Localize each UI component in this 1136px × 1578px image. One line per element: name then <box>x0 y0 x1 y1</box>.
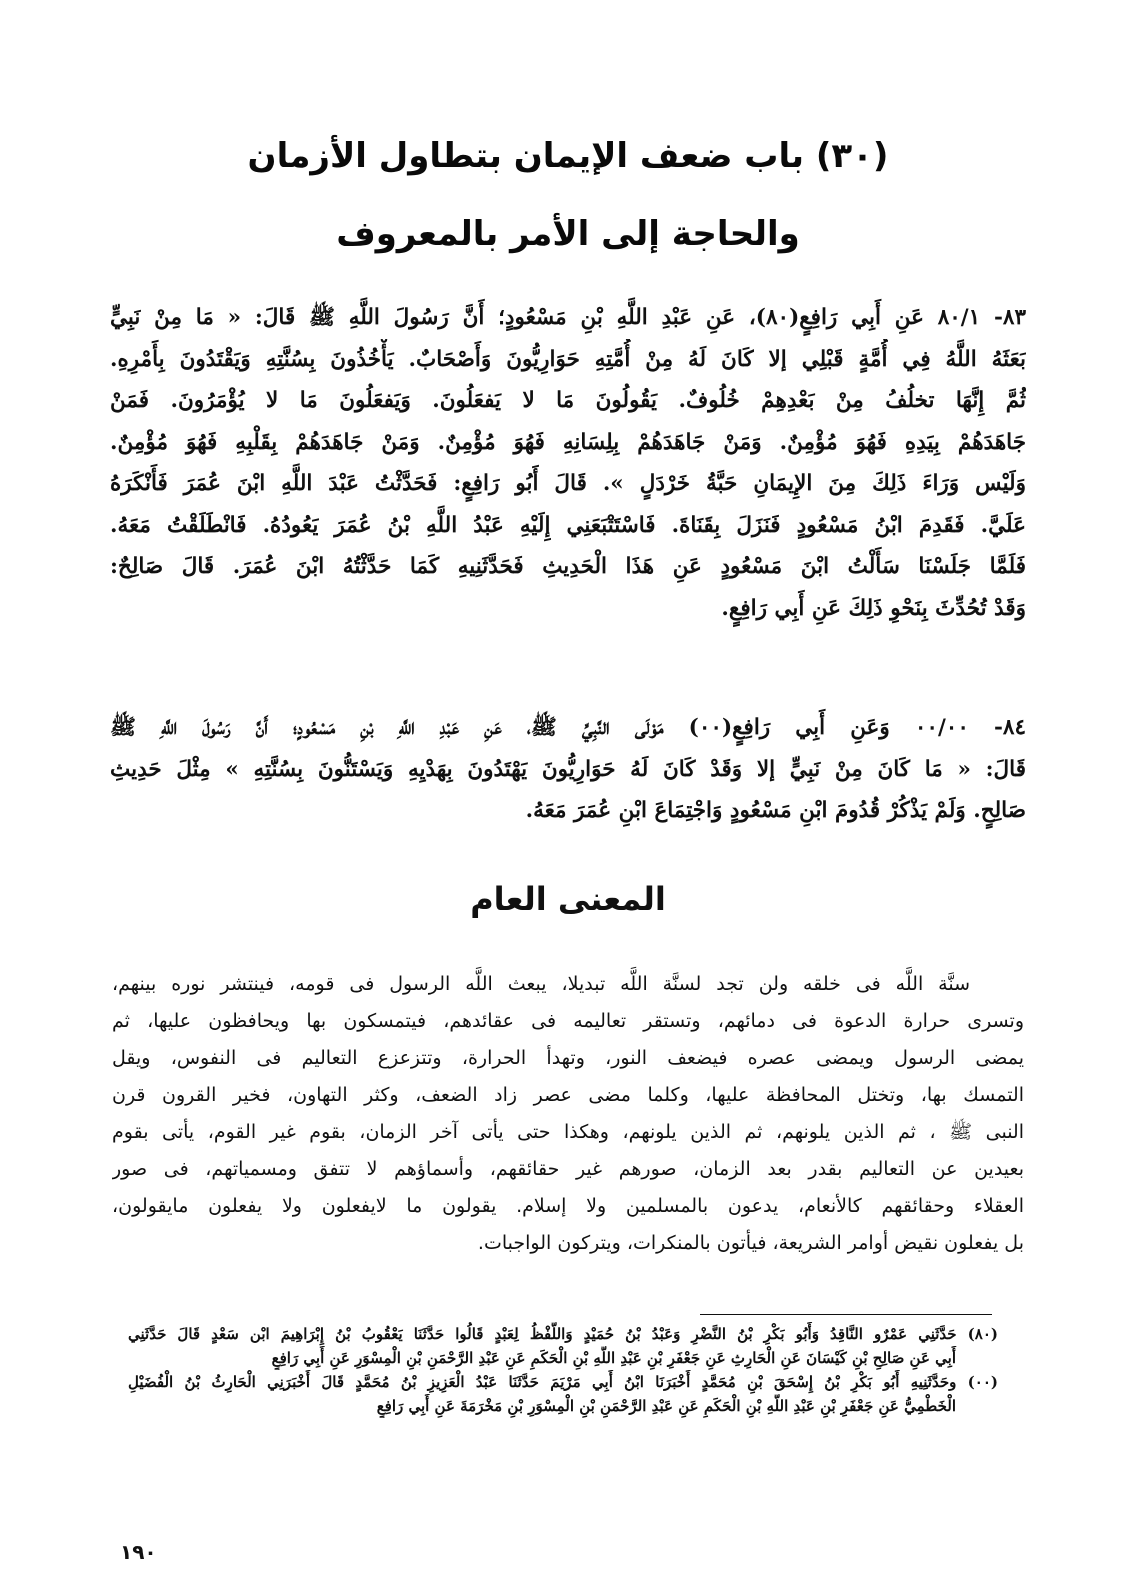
hadith-line: وَلَيْس وَرَاءَ ذَلِكَ مِنَ الإِيمَانِ حَبَّةُ خَرْدَلٍ ». قَالَ أَبُو رَافِعٍ: فَحَدَّثْتُ عَبْدَ اللَّهِ ابْنَ عُمَرَ فَأَنْكَرَهُ <box>110 471 1026 496</box>
footnote-80-line: أَبِي عَنِ صَالِحِ بْنِ كَيْسَانَ عَنِ الْحَارِثِ عَنِ جَعْفَرِ بْنِ عَبْدِ اللَّهِ بْنِ الْحَكَمِ عَنِ عَبْدِ الرَّحْمَنِ بْنِ الْمِسْوَرِ عَنِ أَبِي رَافِعٍ <box>271 1349 956 1367</box>
hadith-83 <box>110 297 1026 629</box>
page-number: ١٩٠ <box>120 1540 157 1564</box>
footnote-00-line: (٠٠) وحَدَّثَنِيهِ أَبُو بَكْرِ بْنُ إِسْحَقَ بْنِ مُحَمَّدٍ أَخْبَرَنَا ابْنُ أَبِي مَرْيَمَ حَدَّثَنَا عَبْدُ الْعَزِيزِ بْنُ مُحَمَّدٍ قَالَ أَخْبَرَنِي الْحَارِثُ بْنُ الْفُضَيْلِ <box>128 1373 998 1391</box>
hadith-line: عَلَيَّ. فَقَدِمَ ابْنُ مَسْعُودٍ فَنَزَلَ بِقَنَاةَ. فَاسْتَتْبَعَنِي إِلَيْهِ عَبْدُ اللَّهِ بْنُ عُمَرَ يَعُودُهُ. فَانْطَلَقْتُ مَعَهُ. <box>110 512 1026 538</box>
footnote-divider <box>700 1314 992 1315</box>
prose-line: بل يفعلون نقيض أوامر الشريعة، فيأتون بالمنكرات، ويتركون الواجبات. <box>477 1232 1024 1254</box>
hadith-line: صَالِحٍ. وَلَمْ يَذْكُرْ قُدُومَ ابْنِ مَسْعُودٍ وَاجْتِمَاعَ ابْنِ عُمَرَ مَعَهُ. <box>525 798 1026 823</box>
general-meaning-text <box>112 966 1024 1262</box>
footnotes <box>128 1322 998 1418</box>
hadith-84 <box>110 707 1026 832</box>
hadith-line: بَعَثَهُ اللَّهُ فِي أُمَّةٍ قَبْلِي إلا كَانَ لَهُ مِنْ أُمَّتِهِ حَوَارِيُّونَ وَأَصْحَابٌ. يَأْخُذُونَ بِسُنَّتِهِ وَيَقْتَدُونَ بِأَمْرِهِ. <box>110 346 1026 372</box>
prose-line: العقلاء وحقائقهم كالأنعام، يدعون بالمسلمين ولا إسلام. يقولون ما لايفعلون ولا يفعلون مايقولون، <box>112 1195 1024 1217</box>
hadith-line: قَالَ: « مَا كَانَ مِنْ نَبِيٍّ إلا وَقَدْ كَانَ لَهُ حَوَارِيُّونَ يَهْتَدُونَ بِهَدْيِهِ وَيَسْتَنُّونَ بِسُنَّتِهِ » مِثْلَ حَدِيثِ <box>110 756 1026 782</box>
hadith-line: وَقَدْ تُحُدِّثَ بِنَحْوِ ذَلِكَ عَنِ أَبِي رَافِعٍ. <box>721 595 1026 621</box>
prose-line: التمسك بها، وتختل المحافظة عليها، وكلما مضى عصر زاد الضعف، وكثر التهاون، فخير القرون قرن <box>112 1084 1024 1106</box>
hadith-line: ٨٣- ٨٠/١ عَنِ أَبِي رَافِعٍ(٨٠)، عَنِ عَبْدِ اللَّهِ بْنِ مَسْعُودٍ؛ أَنَّ رَسُولَ اللَّهِ ﷺ قَالَ: « مَا مِنْ نَبِيٍّ <box>110 305 1026 330</box>
prose-line: وتسرى حرارة الدعوة فى دمائهم، وتستقر تعاليمه فى عقائدهم، فيتمسكون بها ويحافظون عليها، ثم <box>112 1010 1024 1032</box>
footnote-00-line: الْخَطْمِيُّ عَنِ جَعْفَرِ بْنِ عَبْدِ اللَّهِ بْنِ الْحَكَمِ عَنِ عَبْدِ الرَّحْمَنِ بْنِ الْمِسْوَرِ بْنِ مَخْرَمَةَ عَنِ أَبِي رَافِعٍ <box>376 1397 956 1415</box>
prose-line: سنَّة اللَّه فى خلقه ولن تجد لسنَّة اللَّه تبديلا، يبعث اللَّه الرسول فى قومه، فينتشر نوره بينهم، <box>112 973 970 995</box>
prose-line: يمضى الرسول ويمضى عصره فيضعف النور، وتهدأ الحرارة، وتتزعزع التعاليم فى النفوس، ويقل <box>112 1047 1024 1069</box>
hadith-line: ثُمَّ إِنَّهَا تخلُفُ مِنْ بَعْدِهِمْ خُلُوفٌ. يَقُولُونَ مَا لا يَفعَلُونَ. وَيَفعَلُونَ مَا لا يُؤْمَرُونَ. فَمَنْ <box>110 388 1026 413</box>
hadith-line: جَاهَدَهُمْ بِيَدِهِ فَهُوَ مُؤْمِنٌ. وَمَنْ جَاهَدَهُمْ بِلِسَانِهِ فَهُوَ مُؤْمِنٌ. وَمَنْ جَاهَدَهُمْ بِقَلْبِهِ فَهُوَ مُؤْمِنٌ. <box>110 429 1026 455</box>
chapter-title-line-2: والحاجة إلى الأمر بالمعروف <box>336 214 800 254</box>
chapter-title-line-1: (٣٠) باب ضعف الإيمان بتطاول الأزمان <box>247 136 889 176</box>
footnote-80-line: (٨٠) حَدَّثَنِي عَمْرٌو النَّاقِدُ وَأَبُو بَكْرِ بْنُ النَّضْرِ وَعَبْدُ بْنُ حُمَيْدٍ وَاللَّفْظُ لِعَبْدٍ قَالُوا حَدَّثَنَا يَعْقُوبُ بْنُ إِبْرَاهِيمَ ابْن سَعْدٍ قَالَ حَدَّثَنِي <box>128 1325 998 1343</box>
prose-line: بعيدين عن التعاليم بقدر بعد الزمان، صورهم غير حقائقهم، وأسماؤهم لا تتفق ومسمياتهم، فى صور <box>112 1158 1024 1180</box>
hadith-line: فَلَمَّا جَلَسْنَا سَأَلْتُ ابْنَ مَسْعُودٍ عَنِ هَذَا الْحَدِيثِ فَحَدَّثَنِيهِ كَمَا حَدَّثْتُهُ ابْنَ عُمَرَ. قَالَ صَالِحٌ: <box>110 554 1026 579</box>
hadith-line: ٨٤- ٠٠/٠٠ وَعَنِ أَبِي رَافِعٍ(٠٠) مَوْلَى النَّبِيِّ ﷺ، عَنِ عَبْدِ اللَّهِ بْنِ مَسْعُودٍ؛ أَنَّ رَسُولَ اللَّهِ ﷺ <box>110 715 1026 740</box>
prose-line: النبى ﷺ ، ثم الذين يلونهم، ثم الذين يلونهم، وهكذا حتى يأتى آخر الزمان، بقوم غير القوم، يأتى بقوم <box>112 1121 1024 1143</box>
section-heading-general-meaning: المعنى العام <box>470 880 666 918</box>
